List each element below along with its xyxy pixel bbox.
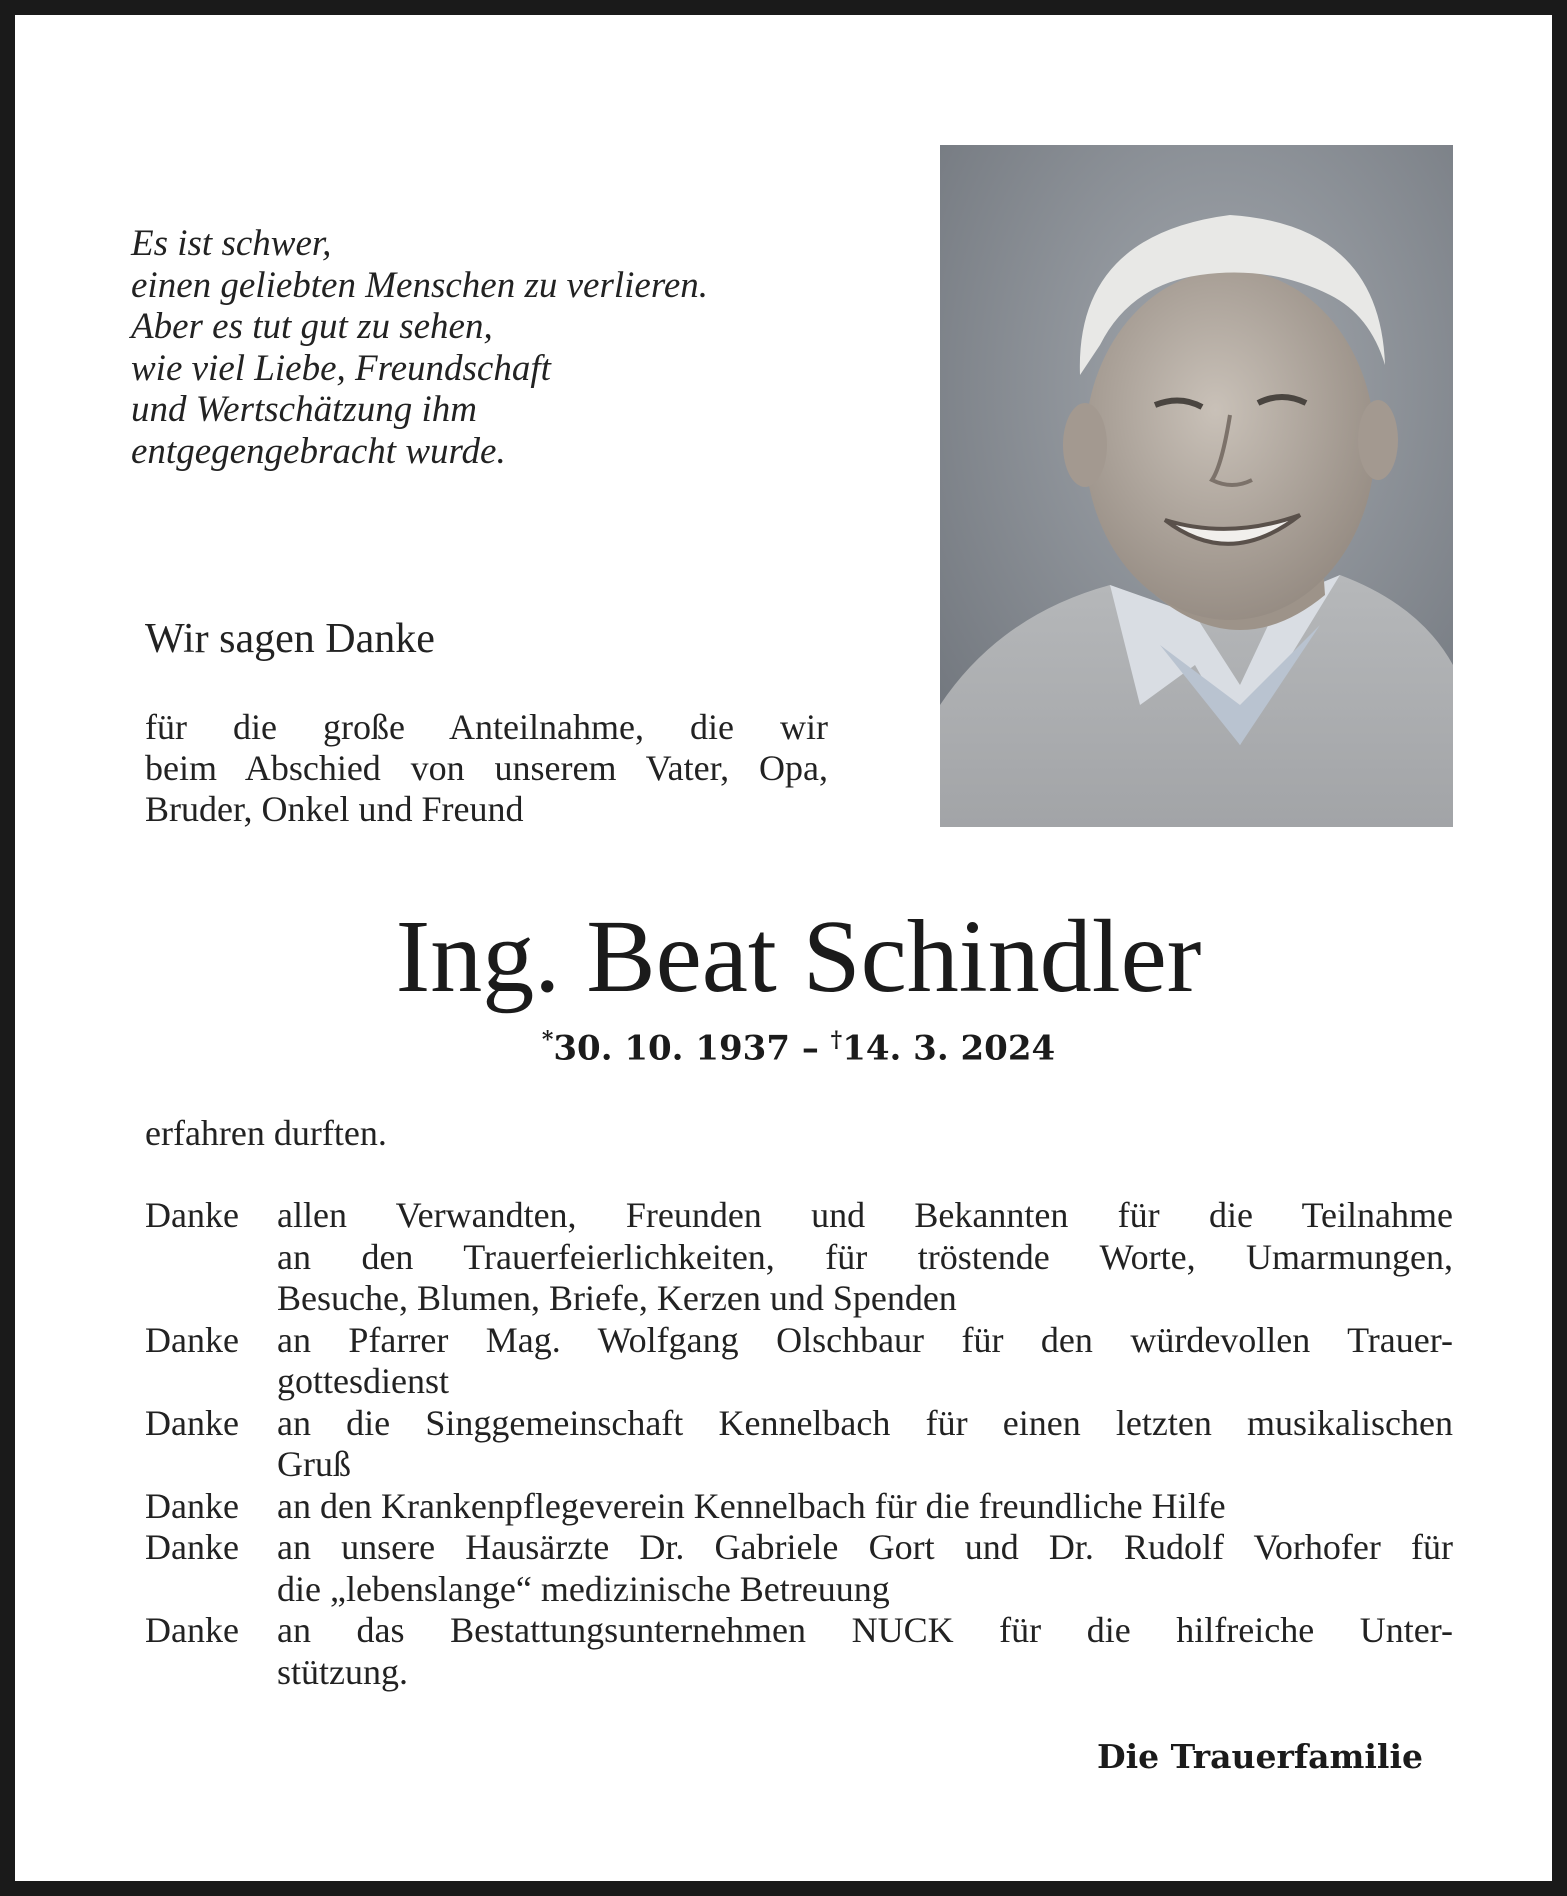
poem-line: wie viel Liebe, Freundschaft — [131, 347, 551, 389]
death-symbol: † — [830, 1027, 843, 1053]
thanks-line: an das Bestattungsunternehmen NUCK für die hilfreiche Unter- — [277, 1610, 1453, 1650]
thanks-line: gottesdienst — [277, 1361, 449, 1401]
thanks-line: Gruß — [277, 1444, 351, 1484]
birth-symbol: * — [541, 1027, 554, 1053]
thanks-heading: Wir sagen Danke — [145, 616, 435, 662]
thanks-item — [145, 1403, 1453, 1486]
date-separator: – — [789, 1028, 831, 1069]
thanks-line: an die Singgemeinschaft Kennelbach für einen letzten musikalischen — [277, 1402, 1453, 1443]
portrait-illustration — [940, 145, 1453, 827]
experienced-text: erfahren durften. — [145, 1113, 387, 1153]
thanks-label: Danke — [145, 1610, 239, 1650]
poem-line: Aber es tut gut zu sehen, — [131, 306, 493, 347]
thanks-item — [145, 1527, 1453, 1610]
thanks-line: an unsere Hausärzte Dr. Gabriele Gort und Dr. Rudolf Vorhofer für — [277, 1527, 1453, 1567]
thanks-label: Danke — [145, 1319, 239, 1360]
thanks-item — [145, 1610, 1453, 1693]
signature: Die Trauerfamilie — [1096, 1737, 1423, 1776]
poem-line: entgegengebracht wurde. — [131, 430, 506, 472]
life-dates — [15, 1027, 1567, 1068]
intro-line: für die große Anteilnahme, die wir — [145, 707, 828, 747]
thanks-line: an Pfarrer Mag. Wolfgang Olschbaur für den würdevollen Trauer- — [277, 1319, 1453, 1360]
thanks-item — [145, 1486, 1453, 1528]
death-date: 14. 3. 2024 — [842, 1028, 1056, 1069]
birth-date: 30. 10. 1937 — [553, 1028, 790, 1069]
portrait-photo — [940, 145, 1453, 827]
thanks-label: Danke — [145, 1195, 239, 1235]
thanks-line: die „lebenslange“ medizinische Betreuung — [277, 1568, 890, 1609]
thanks-list — [145, 1195, 1453, 1693]
thanks-label: Danke — [145, 1527, 239, 1567]
thanks-label: Danke — [145, 1485, 239, 1526]
thanks-line: an den Trauerfeierlichkeiten, für tröstende Worte, Umarmungen, — [277, 1236, 1453, 1277]
intro-text — [145, 707, 828, 830]
thanks-item — [145, 1320, 1453, 1403]
intro-line: beim Abschied von unserem Vater, Opa, — [145, 748, 828, 788]
poem-line: einen geliebten Menschen zu verlieren. — [131, 264, 709, 306]
thanks-label: Danke — [145, 1402, 239, 1443]
deceased-name: Ing. Beat Schindler — [395, 899, 1202, 1014]
poem-line: Es ist schwer, — [131, 223, 332, 264]
poem — [131, 223, 851, 472]
thanks-line: allen Verwandten, Freunden und Bekannten für die Teilnahme — [277, 1195, 1453, 1235]
poem-line: und Wertschätzung ihm — [131, 389, 478, 430]
intro-line: Bruder, Onkel und Freund — [145, 789, 524, 829]
thanks-line: Besuche, Blumen, Briefe, Kerzen und Spenden — [277, 1278, 957, 1318]
thanks-item — [145, 1195, 1453, 1320]
thanks-line: stützung. — [277, 1651, 408, 1692]
thanks-line: an den Krankenpflegeverein Kennelbach für die freundliche Hilfe — [277, 1485, 1226, 1526]
